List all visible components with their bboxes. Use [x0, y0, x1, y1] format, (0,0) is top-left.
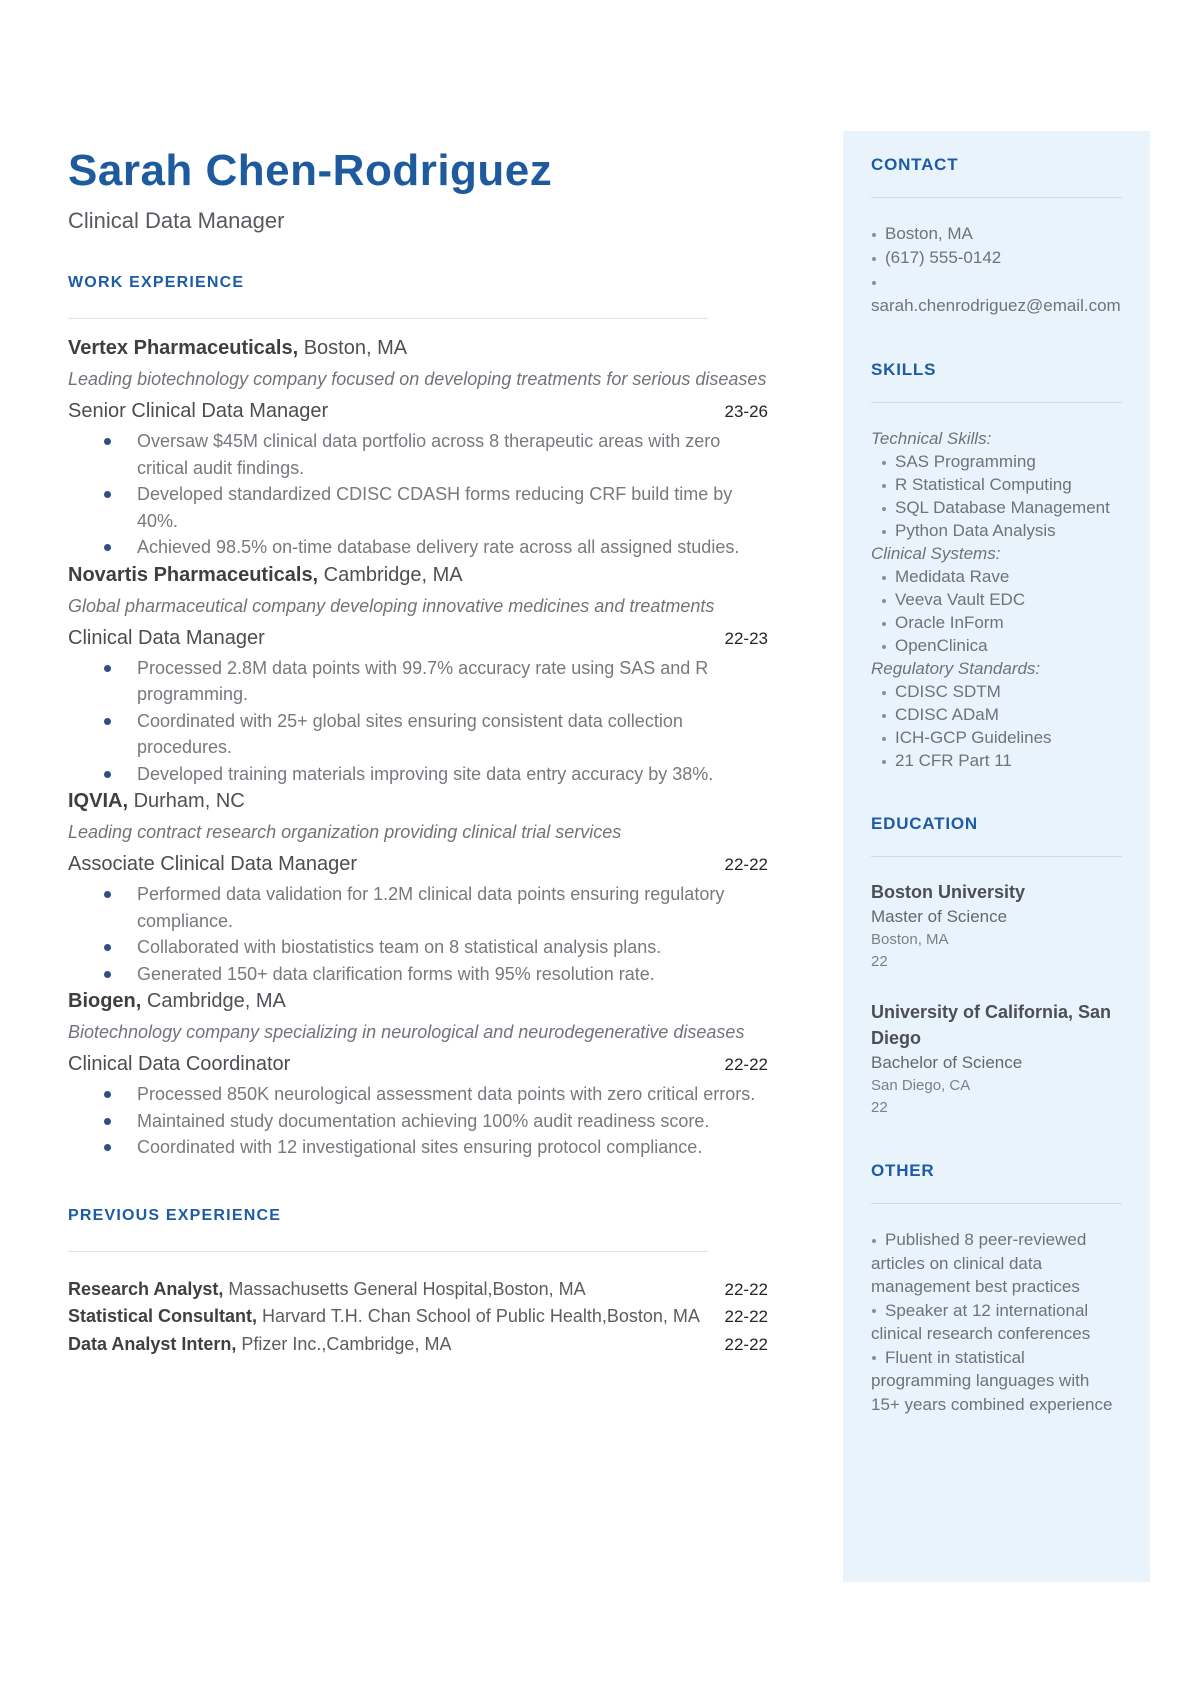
school-year: 22 [871, 953, 888, 970]
school-name: University of California, San Diego [871, 1002, 1112, 1048]
bullet-icon [882, 737, 886, 741]
bullet-text: Achieved 98.5% on-time database delivery rate across all assigned studies. [137, 537, 740, 558]
role-dates: 22-22 [724, 855, 768, 875]
bullet-icon [882, 461, 886, 465]
bullet-text: Processed 2.8M data points with 99.7% accuracy rate using SAS and R programming. [137, 657, 709, 705]
skill-item [871, 588, 1122, 611]
company-location: Durham, NC [128, 790, 245, 813]
bullet-item [68, 534, 768, 561]
role-dates: 23-26 [724, 402, 768, 422]
other-item [871, 1346, 1122, 1417]
bullet-icon [872, 1356, 876, 1360]
skill-text: SAS Programming [895, 452, 1036, 471]
bullet-item [68, 1108, 768, 1135]
company-header [68, 789, 768, 814]
bullet-icon [872, 1239, 876, 1243]
bullet-text: Developed standardized CDISC CDASH forms reducing CRF build time by 40%. [137, 484, 733, 531]
skill-text: Oracle InForm [895, 613, 1004, 632]
bullet-item [68, 761, 768, 788]
bullet-item [68, 655, 768, 708]
contact-phone: (617) 555-0142 [885, 248, 1002, 267]
bullet-icon [882, 622, 886, 626]
other-heading: OTHER [871, 1161, 935, 1180]
work-experience-heading: WORK EXPERIENCE [68, 274, 245, 292]
skill-text: CDISC SDTM [895, 682, 1001, 701]
bullet-item [68, 708, 768, 761]
company-header [68, 336, 768, 361]
previous-role-title: Research Analyst, [68, 1278, 224, 1299]
skill-group-label: Clinical Systems: [871, 544, 1001, 563]
previous-role-org: Pfizer Inc.,Cambridge, MA [236, 1333, 452, 1354]
skill-text: ICH-GCP Guidelines [895, 728, 1052, 747]
bullet-icon [104, 1144, 111, 1151]
role-bullets [68, 881, 768, 987]
bullet-text: Coordinated with 12 investigational sites ensuring protocol compliance. [137, 1137, 703, 1158]
bullet-item [68, 1134, 768, 1161]
other-text: Published 8 peer-reviewed articles on clinical data management best practices [871, 1230, 1087, 1296]
contact-item [871, 222, 1122, 246]
bullet-icon [882, 760, 886, 764]
role-dates: 22-23 [724, 628, 768, 648]
bullet-text: Collaborated with biostatistics team on 8 statistical analysis plans. [137, 937, 662, 958]
bullet-icon [104, 771, 111, 778]
bullet-icon [882, 530, 886, 534]
skill-text: Medidata Rave [895, 567, 1010, 586]
school-location: San Diego, CA [871, 1077, 971, 1094]
school-name: Boston University [871, 882, 1026, 902]
bullet-icon [872, 257, 876, 261]
company-description: Global pharmaceutical company developing innovative medicines and treatments [68, 595, 715, 616]
previous-role-dates: 22-22 [724, 1279, 768, 1299]
bullet-item [68, 961, 768, 988]
bullet-icon [104, 1118, 111, 1125]
skill-group-label: Technical Skills: [871, 429, 992, 448]
contact-item [871, 270, 1122, 318]
company-location: Cambridge, MA [318, 563, 463, 586]
skill-text: SQL Database Management [895, 498, 1110, 517]
bullet-text: Maintained study documentation achieving 100% audit readiness score. [137, 1110, 710, 1131]
role-row [68, 1053, 768, 1076]
contact-section [871, 155, 1122, 318]
education-entry [871, 879, 1122, 973]
other-list [871, 1228, 1122, 1416]
bullet-icon [104, 438, 111, 445]
bullet-icon [882, 691, 886, 695]
company-name: Vertex Pharmaceuticals, [68, 337, 299, 360]
bullet-item [68, 481, 768, 534]
sidebar-divider [871, 197, 1122, 198]
previous-role-dates: 22-22 [724, 1334, 768, 1354]
bullet-icon [882, 645, 886, 649]
company-header [68, 989, 768, 1014]
role-dates: 22-22 [724, 1055, 768, 1075]
school-location: Boston, MA [871, 931, 949, 948]
skill-item [871, 611, 1122, 634]
contact-list [871, 222, 1122, 318]
bullet-text: Oversaw $45M clinical data portfolio across 8 therapeutic areas with zero critical audit findings. [137, 431, 721, 478]
bullet-item [68, 428, 768, 481]
previous-role-row [68, 1276, 768, 1304]
company-description: Biotechnology company specializing in neurological and neurodegenerative diseases [68, 1022, 745, 1043]
sidebar-divider [871, 856, 1122, 857]
role-row [68, 627, 768, 650]
skill-item [871, 749, 1122, 772]
bullet-text: Coordinated with 25+ global sites ensuring consistent data collection procedures. [137, 710, 683, 758]
skill-text: R Statistical Computing [895, 475, 1072, 494]
company-header [68, 563, 768, 588]
skill-text: 21 CFR Part 11 [895, 751, 1012, 770]
sidebar-divider [871, 402, 1122, 403]
previous-role-title: Data Analyst Intern, [68, 1333, 237, 1354]
bullet-icon [104, 491, 111, 498]
company-location: Cambridge, MA [141, 990, 286, 1013]
company-name: Novartis Pharmaceuticals, [68, 563, 319, 586]
bullet-item [68, 881, 768, 934]
bullet-text: Developed training materials improving site data entry accuracy by 38%. [137, 763, 714, 784]
skill-text: CDISC ADaM [895, 705, 999, 724]
education-entry [871, 999, 1122, 1119]
company-name: Biogen, [68, 990, 142, 1013]
previous-experience-heading: PREVIOUS EXPERIENCE [68, 1206, 282, 1224]
bullet-icon [104, 891, 111, 898]
skill-item [871, 496, 1122, 519]
skill-text: Python Data Analysis [895, 521, 1056, 540]
bullet-text: Performed data validation for 1.2M clinical data points ensuring regulatory compliance. [137, 884, 725, 931]
previous-role-dates: 22-22 [724, 1307, 768, 1327]
contact-location: Boston, MA [885, 224, 973, 243]
bullet-text: Generated 150+ data clarification forms with 95% resolution rate. [137, 963, 655, 984]
skill-item [871, 519, 1122, 542]
bullet-icon [882, 599, 886, 603]
role-bullets [68, 655, 768, 788]
other-item [871, 1228, 1122, 1299]
skills-list [871, 427, 1122, 772]
company-description: Leading biotechnology company focused on developing treatments for serious diseases [68, 369, 767, 390]
role-title: Clinical Data Manager [68, 626, 265, 649]
bullet-icon [882, 507, 886, 511]
role-title: Associate Clinical Data Manager [68, 853, 358, 876]
bullet-icon [882, 714, 886, 718]
skill-item [871, 450, 1122, 473]
education-section [871, 814, 1122, 1119]
skill-item [871, 680, 1122, 703]
bullet-icon [872, 233, 876, 237]
previous-role-title: Statistical Consultant, [68, 1306, 258, 1327]
section-divider [68, 318, 708, 319]
skills-section [871, 360, 1122, 772]
school-year: 22 [871, 1099, 888, 1116]
role-row [68, 400, 768, 423]
bullet-icon [104, 944, 111, 951]
person-name: Sarah Chen-Rodriguez [68, 146, 553, 195]
previous-experience-list [68, 1276, 768, 1359]
skill-item [871, 703, 1122, 726]
other-text: Speaker at 12 international clinical research conferences [871, 1300, 1091, 1343]
role-bullets [68, 428, 768, 561]
other-item [871, 1299, 1122, 1346]
skill-item [871, 473, 1122, 496]
skill-text: OpenClinica [895, 636, 988, 655]
bullet-item [68, 934, 768, 961]
bullet-item [68, 1081, 768, 1108]
skill-item [871, 726, 1122, 749]
contact-item [871, 246, 1122, 270]
bullet-text: Processed 850K neurological assessment data points with zero critical errors. [137, 1084, 756, 1105]
role-bullets [68, 1081, 768, 1161]
education-heading: EDUCATION [871, 814, 978, 833]
previous-role-org: Massachusetts General Hospital,Boston, MA [223, 1278, 586, 1299]
bullet-icon [104, 1091, 111, 1098]
skill-item [871, 634, 1122, 657]
skill-group-label: Regulatory Standards: [871, 659, 1041, 678]
contact-email: sarah.chenrodriguez@email.com [871, 296, 1121, 315]
previous-role-row [68, 1303, 768, 1331]
other-section [871, 1161, 1122, 1416]
bullet-icon [872, 281, 876, 285]
school-degree: Bachelor of Science [871, 1053, 1023, 1072]
role-title: Senior Clinical Data Manager [68, 400, 329, 423]
company-name: IQVIA, [68, 790, 129, 813]
sidebar-panel [843, 131, 1150, 1582]
bullet-icon [104, 971, 111, 978]
skill-item [871, 565, 1122, 588]
main-column [68, 148, 768, 1358]
person-job-title: Clinical Data Manager [68, 208, 285, 234]
skills-heading: SKILLS [871, 360, 937, 379]
bullet-icon [882, 484, 886, 488]
bullet-icon [104, 544, 111, 551]
company-description: Leading contract research organization providing clinical trial services [68, 822, 622, 843]
company-location: Boston, MA [298, 337, 408, 360]
sidebar-divider [871, 1203, 1122, 1204]
skill-text: Veeva Vault EDC [895, 590, 1026, 609]
bullet-icon [104, 665, 111, 672]
previous-role-row [68, 1331, 768, 1359]
bullet-icon [104, 718, 111, 725]
role-row [68, 853, 768, 876]
previous-role-org: Harvard T.H. Chan School of Public Health,Boston, MA [257, 1306, 700, 1327]
role-title: Clinical Data Coordinator [68, 1053, 291, 1076]
bullet-icon [882, 576, 886, 580]
contact-heading: CONTACT [871, 155, 959, 174]
school-degree: Master of Science [871, 907, 1008, 926]
bullet-icon [872, 1309, 876, 1313]
other-text: Fluent in statistical programming languages with 15+ years combined experience [871, 1347, 1113, 1414]
section-divider [68, 1251, 708, 1252]
